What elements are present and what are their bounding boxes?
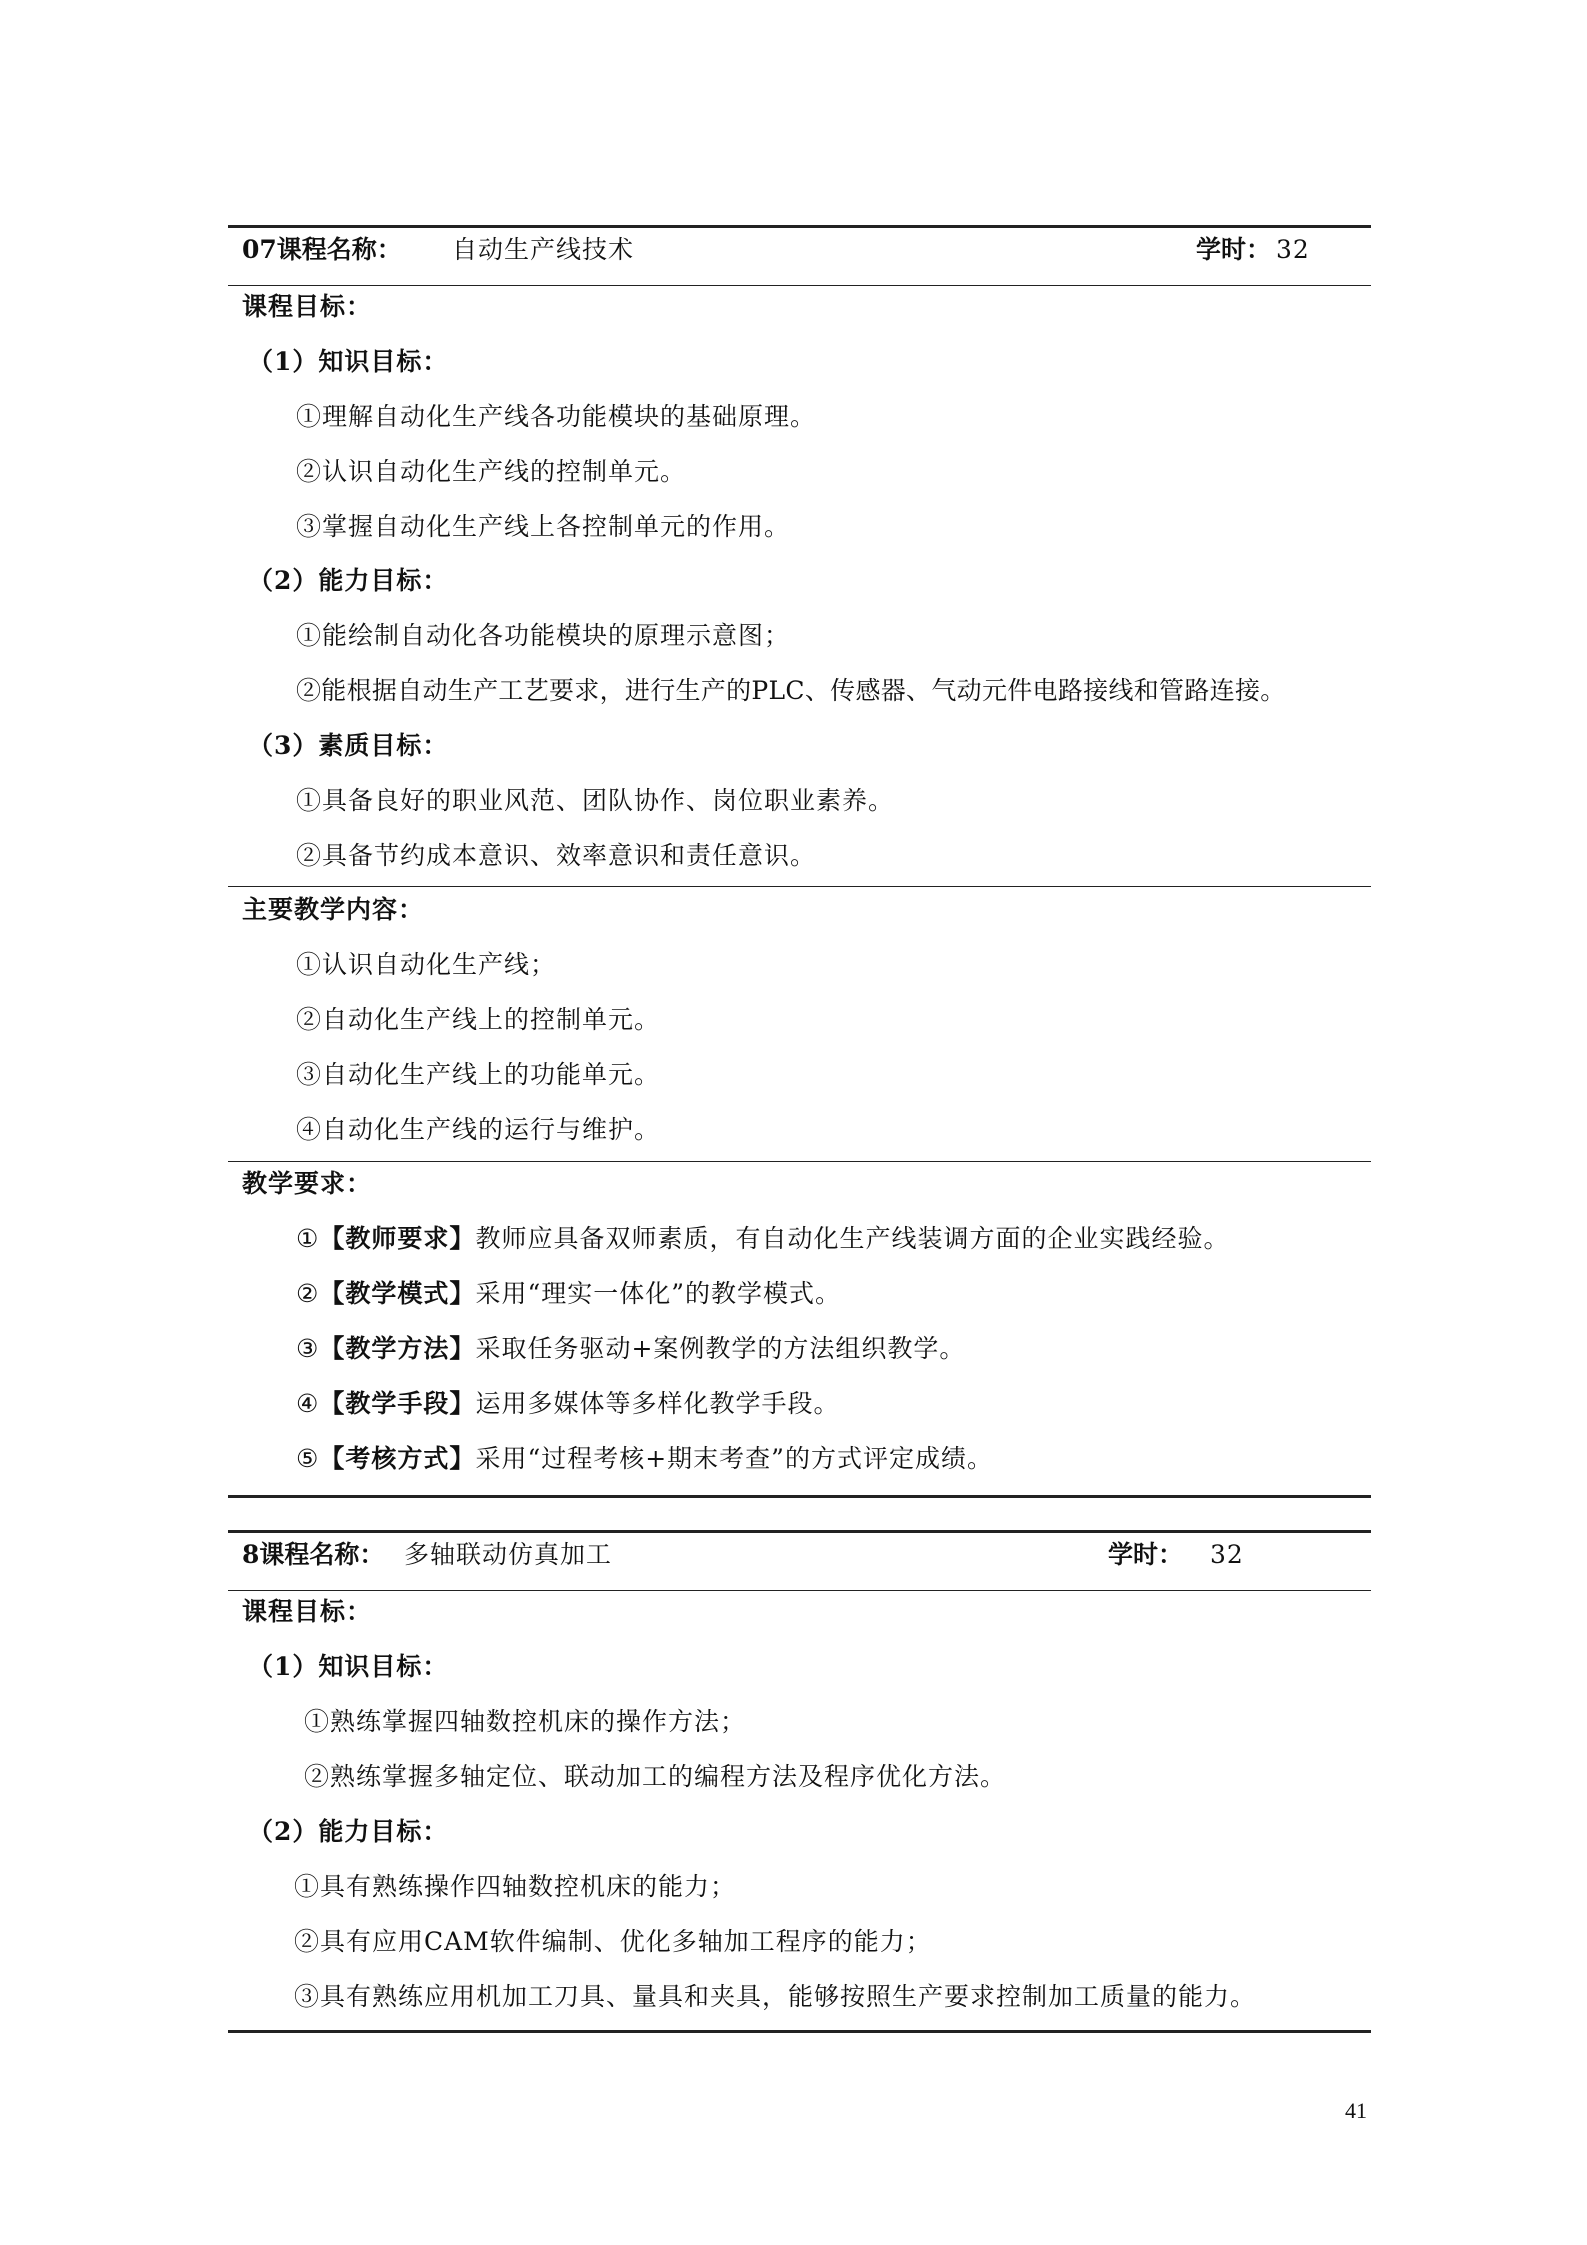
course-08-table [228,1530,1371,2035]
requirement-item [296,1444,993,1474]
quality-item: ①具备良好的职业风范、团队协作、岗位职业素养。 [296,786,895,815]
knowledge-heading: （1）知识目标： [248,347,449,376]
requirement-text: 教师应具备双师素质，有自动化生产线装调方面的企业实践经验。 [475,1224,1230,1253]
content-item: ③自动化生产线上的功能单元。 [296,1060,661,1089]
course-hours-label: 学时： [1108,1540,1184,1569]
ability-item: ②能根据自动生产工艺要求，进行生产的PLC、传感器、气动元件电路接线和管路连接。 [296,676,1286,705]
requirement-num: ① [296,1224,320,1253]
requirement-text: 采用“理实一体化”的教学模式。 [475,1279,842,1308]
requirement-num: ③ [296,1334,320,1363]
knowledge-item: ②熟练掌握多轴定位、联动加工的编程方法及程序优化方法。 [304,1762,1007,1791]
ability-heading: （2）能力目标： [248,1817,449,1846]
requirement-tag: 【教学手段】 [319,1389,476,1418]
ability-item: ①能绘制自动化各功能模块的原理示意图； [296,621,791,650]
content-item: ④自动化生产线的运行与维护。 [296,1115,661,1144]
table-bottom-rule [228,1495,1371,1498]
knowledge-item: ①熟练掌握四轴数控机床的操作方法； [304,1707,747,1736]
requirement-num: ⑤ [296,1444,320,1473]
table-top-rule [228,225,1371,228]
table-bottom-rule [228,2030,1371,2033]
header-divider [228,285,1371,286]
course-hours-value: 32 [1276,235,1310,264]
requirement-item [296,1224,1229,1254]
knowledge-item: ①理解自动化生产线各功能模块的基础原理。 [296,402,817,431]
requirement-text: 采取任务驱动+案例教学的方法组织教学。 [475,1334,966,1363]
requirement-tag: 【考核方式】 [319,1444,476,1473]
table-top-rule [228,1530,1371,1533]
ability-item: ③具有熟练应用机加工刀具、量具和夹具，能够按照生产要求控制加工质量的能力。 [294,1982,1257,2011]
requirement-tag: 【教师要求】 [319,1224,476,1253]
page-number: 41 [1345,2098,1367,2123]
requirement-tag: 【教学方法】 [319,1334,476,1363]
course-hours-label: 学时： [1196,235,1272,264]
requirements-heading: 教学要求： [242,1169,373,1198]
requirement-item [296,1389,839,1419]
header-divider [228,1590,1371,1591]
knowledge-item: ③掌握自动化生产线上各控制单元的作用。 [296,512,791,541]
course-name-value: 自动生产线技术 [452,235,635,264]
course-hours-value: 32 [1210,1540,1244,1569]
content-heading: 主要教学内容： [242,895,425,924]
ability-heading: （2）能力目标： [248,566,449,595]
ability-item: ①具有熟练操作四轴数控机床的能力； [294,1872,737,1901]
requirement-text: 采用“过程考核+期末考查”的方式评定成绩。 [475,1444,993,1473]
content-item: ②自动化生产线上的控制单元。 [296,1005,661,1034]
goals-heading: 课程目标： [242,292,373,321]
requirement-text: 运用多媒体等多样化教学手段。 [475,1389,840,1418]
content-item: ①认识自动化生产线； [296,950,557,979]
quality-item: ②具备节约成本意识、效率意识和责任意识。 [296,841,817,870]
requirement-num: ④ [296,1389,320,1418]
knowledge-heading: （1）知识目标： [248,1652,449,1681]
quality-heading: （3）素质目标： [248,731,449,760]
course-name-label: 07课程名称： [242,235,402,264]
ability-item: ②具有应用CAM软件编制、优化多轴加工程序的能力； [294,1927,932,1956]
section-divider [228,1161,1371,1162]
course-name-value: 多轴联动仿真加工 [404,1540,613,1569]
requirement-item [296,1279,841,1309]
section-divider [228,886,1371,887]
knowledge-item: ②认识自动化生产线的控制单元。 [296,457,687,486]
requirement-tag: 【教学模式】 [319,1279,476,1308]
course-name-label: 8课程名称： [242,1540,385,1569]
requirement-item [296,1334,965,1364]
course-07-table [228,225,1371,1500]
goals-heading: 课程目标： [242,1597,373,1626]
requirement-num: ② [296,1279,320,1308]
